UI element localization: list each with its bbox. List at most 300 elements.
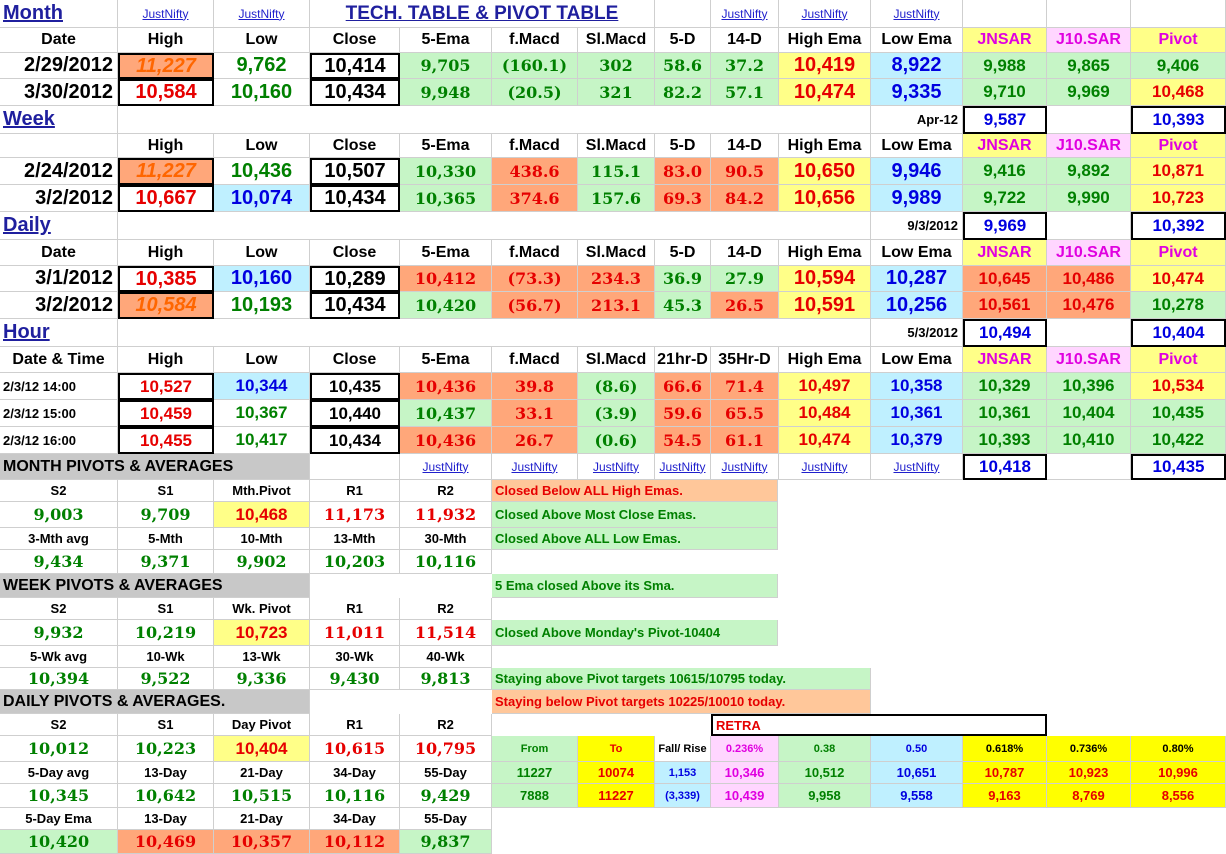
sheet-cell: 10,357: [214, 830, 310, 854]
sheet-cell: 10,787: [963, 762, 1047, 784]
sheet-cell: 9/3/2012: [871, 212, 963, 240]
sheet-cell: 302: [578, 53, 655, 79]
sheet-cell: 9,522: [118, 668, 214, 690]
sheet-cell: 34-Day: [310, 762, 400, 784]
sheet-cell: 9,430: [310, 668, 400, 690]
sheet-cell: 10,393: [963, 427, 1047, 454]
sheet-cell: 10,223: [118, 736, 214, 762]
sheet-cell: Closed Above ALL Low Emas.: [492, 528, 778, 550]
sheet-cell: 10,476: [1047, 292, 1131, 319]
sheet-cell: Pivot: [1131, 347, 1226, 373]
sheet-cell: 2/3/12 16:00: [0, 427, 118, 454]
sheet-cell: Wk. Pivot: [214, 598, 310, 620]
sheet-cell: f.Macd: [492, 28, 578, 53]
sheet-cell: 10,436: [400, 373, 492, 400]
sheet-cell: 0.50: [871, 736, 963, 762]
sheet-cell: JNSAR: [963, 347, 1047, 373]
sheet-cell: 10,615: [310, 736, 400, 762]
sheet-cell: 10,440: [310, 400, 400, 427]
sheet-cell: Low: [214, 28, 310, 53]
sheet-cell: 5-Day Ema: [0, 808, 118, 830]
sheet-cell: 10,996: [1131, 762, 1226, 784]
sheet-cell: Staying above Pivot targets 10615/10795 today.: [492, 668, 871, 690]
sheet-cell: 10-Wk: [118, 646, 214, 668]
sheet-cell: 54.5: [655, 427, 711, 454]
sheet-cell: Staying below Pivot targets 10225/10010 today.: [492, 690, 871, 714]
sheet-cell: 57.1: [711, 79, 779, 106]
justnifty-link[interactable]: JustNifty: [779, 454, 871, 480]
sheet-cell: 10,379: [871, 427, 963, 454]
sheet-cell: 10,418: [963, 454, 1047, 480]
sheet-cell: f.Macd: [492, 134, 578, 158]
sheet-cell: 10,667: [118, 185, 214, 212]
sheet-cell: 10,160: [214, 266, 310, 292]
sheet-cell: 2/3/12 14:00: [0, 373, 118, 400]
sheet-cell: (8.6): [578, 373, 655, 400]
sheet-cell: 27.9: [711, 266, 779, 292]
sheet-cell: (56.7): [492, 292, 578, 319]
sheet-cell: 0.236%: [711, 736, 779, 762]
sheet-cell: 9,709: [118, 502, 214, 528]
sheet-cell: 10,289: [310, 266, 400, 292]
sheet-cell: 13-Day: [118, 808, 214, 830]
sheet-cell: 10,385: [118, 266, 214, 292]
sheet-cell: 10,651: [871, 762, 963, 784]
sheet-cell: (20.5): [492, 79, 578, 106]
sheet-cell: 10,112: [310, 830, 400, 854]
sheet-cell: High Ema: [779, 134, 871, 158]
sheet-cell: 157.6: [578, 185, 655, 212]
sheet-cell: 10,074: [214, 185, 310, 212]
sheet-cell: 13-Mth: [310, 528, 400, 550]
sheet-cell: 10,468: [1131, 79, 1226, 106]
sheet-cell: 11,011: [310, 620, 400, 646]
sheet-cell: 9,371: [118, 550, 214, 574]
sheet-cell: 8,769: [1047, 784, 1131, 808]
sheet-cell: 10,404: [214, 736, 310, 762]
sheet-cell: 10,468: [214, 502, 310, 528]
sheet-cell: 11227: [578, 784, 655, 808]
sheet-cell: Low Ema: [871, 347, 963, 373]
sheet-cell: High: [118, 240, 214, 266]
sheet-cell: 2/29/2012: [0, 53, 118, 79]
sheet-cell: Close: [310, 240, 400, 266]
sheet-cell: 10,584: [118, 79, 214, 106]
sheet-cell: Sl.Macd: [578, 347, 655, 373]
sheet-cell: R1: [310, 714, 400, 736]
sheet-cell: Low Ema: [871, 28, 963, 53]
sheet-cell: 10,434: [310, 292, 400, 319]
sheet-cell: 9,336: [214, 668, 310, 690]
sheet-cell: [1047, 212, 1131, 240]
sheet-cell: 10,484: [779, 400, 871, 427]
sheet-cell: 213.1: [578, 292, 655, 319]
sheet-cell: JNSAR: [963, 28, 1047, 53]
sheet-cell: 11,514: [400, 620, 492, 646]
sheet-cell: 10,512: [779, 762, 871, 784]
sheet-cell: WEEK PIVOTS & AVERAGES: [0, 574, 310, 598]
sheet-cell: S1: [118, 480, 214, 502]
sheet-cell: 10,278: [1131, 292, 1226, 319]
sheet-cell: 8,922: [871, 53, 963, 79]
sheet-cell: 2/3/12 15:00: [0, 400, 118, 427]
sheet-cell: 8,556: [1131, 784, 1226, 808]
sheet-cell: Low: [214, 134, 310, 158]
sheet-cell: 3/2/2012: [0, 185, 118, 212]
sheet-cell: 115.1: [578, 158, 655, 185]
sheet-cell: 84.2: [711, 185, 779, 212]
sheet-cell: 10,436: [214, 158, 310, 185]
sheet-cell: 10,534: [1131, 373, 1226, 400]
sheet-cell: 10,434: [310, 427, 400, 454]
sheet-cell: 5-Ema: [400, 240, 492, 266]
sheet-cell: S2: [0, 598, 118, 620]
sheet-cell: 35Hr-D: [711, 347, 779, 373]
sheet-cell: 10,584: [118, 292, 214, 319]
sheet-cell: 9,969: [1047, 79, 1131, 106]
sheet-cell: Pivot: [1131, 240, 1226, 266]
sheet-cell: 9,932: [0, 620, 118, 646]
sheet-cell: 10,116: [400, 550, 492, 574]
sheet-cell: 10,396: [1047, 373, 1131, 400]
sheet-cell: Date: [0, 28, 118, 53]
sheet-cell: 10,923: [1047, 762, 1131, 784]
sheet-cell: 21-Day: [214, 808, 310, 830]
sheet-cell: 10,420: [400, 292, 492, 319]
sheet-cell: Closed Below ALL High Emas.: [492, 480, 778, 502]
sheet-cell: 5-Ema: [400, 134, 492, 158]
sheet-cell: 10,594: [779, 266, 871, 292]
sheet-cell: 10,346: [711, 762, 779, 784]
sheet-cell: 10,795: [400, 736, 492, 762]
sheet-cell: S2: [0, 714, 118, 736]
sheet-cell: Date & Time: [0, 347, 118, 373]
sheet-cell: Month: [0, 0, 118, 28]
sheet-cell: 10,474: [779, 427, 871, 454]
sheet-cell: S2: [0, 480, 118, 502]
sheet-cell: 39.8: [492, 373, 578, 400]
sheet-cell: R1: [310, 480, 400, 502]
sheet-cell: 11,227: [118, 158, 214, 185]
sheet-cell: Pivot: [1131, 134, 1226, 158]
sheet-cell: 13-Wk: [214, 646, 310, 668]
sheet-cell: 9,969: [963, 212, 1047, 240]
sheet-cell: 11,932: [400, 502, 492, 528]
sheet-cell: 10,287: [871, 266, 963, 292]
sheet-cell: 45.3: [655, 292, 711, 319]
sheet-cell: (160.1): [492, 53, 578, 79]
sheet-cell: 10,435: [310, 373, 400, 400]
sheet-cell: Fall/ Rise: [655, 736, 711, 762]
sheet-cell: 10,256: [871, 292, 963, 319]
sheet-cell: 438.6: [492, 158, 578, 185]
sheet-cell: [118, 212, 871, 240]
sheet-cell: 65.5: [711, 400, 779, 427]
sheet-cell: [118, 106, 871, 134]
justnifty-link[interactable]: JustNifty: [871, 0, 963, 28]
sheet-cell: 10,012: [0, 736, 118, 762]
sheet-cell: 14-D: [711, 240, 779, 266]
sheet-cell: 10,219: [118, 620, 214, 646]
sheet-cell: 10,358: [871, 373, 963, 400]
sheet-cell: 10,436: [400, 427, 492, 454]
sheet-cell: 14-D: [711, 28, 779, 53]
justnifty-link[interactable]: JustNifty: [871, 454, 963, 480]
sheet-cell: 10,497: [779, 373, 871, 400]
sheet-cell: 10,365: [400, 185, 492, 212]
sheet-cell: 10,723: [1131, 185, 1226, 212]
sheet-cell: JNSAR: [963, 240, 1047, 266]
sheet-cell: RETRA: [711, 714, 1047, 736]
sheet-cell: 5-Ema: [400, 28, 492, 53]
sheet-cell: 26.5: [711, 292, 779, 319]
sheet-cell: Low: [214, 240, 310, 266]
sheet-cell: 5-D: [655, 240, 711, 266]
sheet-cell: 10,723: [214, 620, 310, 646]
sheet-cell: 10,435: [1131, 400, 1226, 427]
sheet-cell: 9,902: [214, 550, 310, 574]
sheet-cell: Closed Above Monday's Pivot-10404: [492, 620, 778, 646]
sheet-cell: 5 Ema closed Above its Sma.: [492, 574, 778, 598]
sheet-cell: 10,486: [1047, 266, 1131, 292]
sheet-cell: 9,406: [1131, 53, 1226, 79]
justnifty-link[interactable]: JustNifty: [711, 0, 779, 28]
justnifty-link[interactable]: JustNifty: [655, 454, 711, 480]
sheet-cell: 9,948: [400, 79, 492, 106]
sheet-cell: 37.2: [711, 53, 779, 79]
justnifty-link[interactable]: JustNifty: [400, 454, 492, 480]
sheet-cell: J10.SAR: [1047, 134, 1131, 158]
sheet-cell: 10,404: [1047, 400, 1131, 427]
sheet-cell: 10,507: [310, 158, 400, 185]
sheet-cell: 11,173: [310, 502, 400, 528]
sheet-cell: 13-Day: [118, 762, 214, 784]
sheet-cell: 30-Wk: [310, 646, 400, 668]
sheet-cell: Mth.Pivot: [214, 480, 310, 502]
sheet-cell: 9,990: [1047, 185, 1131, 212]
sheet-cell: 9,988: [963, 53, 1047, 79]
sheet-cell: 34-Day: [310, 808, 400, 830]
sheet-cell: Pivot: [1131, 28, 1226, 53]
sheet-cell: 10-Mth: [214, 528, 310, 550]
sheet-cell: 9,710: [963, 79, 1047, 106]
sheet-cell: 69.3: [655, 185, 711, 212]
sheet-cell: 0.618%: [963, 736, 1047, 762]
sheet-cell: 9,705: [400, 53, 492, 79]
sheet-cell: f.Macd: [492, 347, 578, 373]
sheet-cell: 10,367: [214, 400, 310, 427]
sheet-cell: 10,345: [0, 784, 118, 808]
sheet-cell: 9,429: [400, 784, 492, 808]
sheet-cell: 5/3/2012: [871, 319, 963, 347]
sheet-cell: 9,163: [963, 784, 1047, 808]
sheet-cell: 10,393: [1131, 106, 1226, 134]
justnifty-link[interactable]: JustNifty: [214, 0, 310, 28]
sheet-cell: 10,515: [214, 784, 310, 808]
sheet-cell: Hour: [0, 319, 118, 347]
sheet-cell: Low Ema: [871, 240, 963, 266]
justnifty-link[interactable]: JustNifty: [711, 454, 779, 480]
sheet-cell: 10,419: [779, 53, 871, 79]
sheet-cell: 55-Day: [400, 808, 492, 830]
sheet-cell: 10,645: [963, 266, 1047, 292]
sheet-cell: 5-Day avg: [0, 762, 118, 784]
sheet-cell: 9,762: [214, 53, 310, 79]
sheet-cell: 0.80%: [1131, 736, 1226, 762]
sheet-cell: Apr-12: [871, 106, 963, 134]
sheet-cell: [963, 0, 1047, 28]
justnifty-link[interactable]: JustNifty: [578, 454, 655, 480]
sheet-cell: S1: [118, 598, 214, 620]
sheet-cell: 10,437: [400, 400, 492, 427]
sheet-cell: 71.4: [711, 373, 779, 400]
sheet-cell: 0.38: [779, 736, 871, 762]
sheet-cell: 10,459: [118, 400, 214, 427]
sheet-cell: 11,227: [118, 53, 214, 79]
sheet-cell: J10.SAR: [1047, 28, 1131, 53]
sheet-cell: 61.1: [711, 427, 779, 454]
sheet-cell: Day Pivot: [214, 714, 310, 736]
sheet-cell: 9,865: [1047, 53, 1131, 79]
sheet-cell: High: [118, 134, 214, 158]
sheet-cell: 10,527: [118, 373, 214, 400]
sheet-cell: 9,837: [400, 830, 492, 854]
sheet-cell: Sl.Macd: [578, 240, 655, 266]
sheet-cell: 9,892: [1047, 158, 1131, 185]
sheet-cell: 10074: [578, 762, 655, 784]
sheet-cell: Low Ema: [871, 134, 963, 158]
sheet-cell: [1047, 106, 1131, 134]
sheet-cell: To: [578, 736, 655, 762]
sheet-cell: Close: [310, 134, 400, 158]
sheet-cell: 10,656: [779, 185, 871, 212]
sheet-cell: 3/1/2012: [0, 266, 118, 292]
sheet-cell: R1: [310, 598, 400, 620]
sheet-cell: 5-D: [655, 134, 711, 158]
sheet-cell: [118, 319, 871, 347]
sheet-cell: 7888: [492, 784, 578, 808]
sheet-cell: 10,116: [310, 784, 400, 808]
sheet-cell: (73.3): [492, 266, 578, 292]
sheet-cell: [310, 454, 400, 480]
sheet-cell: J10.SAR: [1047, 347, 1131, 373]
sheet-cell: TECH. TABLE & PIVOT TABLE: [310, 0, 655, 28]
sheet-cell: Sl.Macd: [578, 28, 655, 53]
justnifty-link[interactable]: JustNifty: [779, 0, 871, 28]
sheet-cell: R2: [400, 714, 492, 736]
sheet-cell: [1131, 0, 1226, 28]
sheet-cell: 9,989: [871, 185, 963, 212]
sheet-cell: 9,722: [963, 185, 1047, 212]
sheet-cell: 10,642: [118, 784, 214, 808]
sheet-cell: 9,958: [779, 784, 871, 808]
sheet-cell: 21hr-D: [655, 347, 711, 373]
sheet-cell: Date: [0, 240, 118, 266]
sheet-cell: 9,946: [871, 158, 963, 185]
sheet-cell: 11227: [492, 762, 578, 784]
sheet-cell: (3,339): [655, 784, 711, 808]
sheet-cell: Week: [0, 106, 118, 134]
sheet-cell: High Ema: [779, 240, 871, 266]
sheet-cell: 5-Wk avg: [0, 646, 118, 668]
sheet-cell: 36.9: [655, 266, 711, 292]
sheet-cell: 66.6: [655, 373, 711, 400]
sheet-cell: 10,591: [779, 292, 871, 319]
sheet-cell: 30-Mth: [400, 528, 492, 550]
sheet-cell: 14-D: [711, 134, 779, 158]
sheet-cell: 10,469: [118, 830, 214, 854]
sheet-cell: 5-Ema: [400, 347, 492, 373]
sheet-cell: 321: [578, 79, 655, 106]
sheet-cell: 10,871: [1131, 158, 1226, 185]
sheet-cell: 5-D: [655, 28, 711, 53]
sheet-cell: 10,160: [214, 79, 310, 106]
sheet-cell: 90.5: [711, 158, 779, 185]
sheet-cell: 10,434: [310, 185, 400, 212]
sheet-cell: 0.736%: [1047, 736, 1131, 762]
sheet-cell: 1,153: [655, 762, 711, 784]
sheet-cell: 9,335: [871, 79, 963, 106]
sheet-cell: 3/30/2012: [0, 79, 118, 106]
sheet-cell: R2: [400, 480, 492, 502]
justnifty-link[interactable]: JustNifty: [492, 454, 578, 480]
sheet-cell: 374.6: [492, 185, 578, 212]
sheet-cell: 55-Day: [400, 762, 492, 784]
sheet-cell: MONTH PIVOTS & AVERAGES: [0, 454, 310, 480]
sheet-cell: Closed Above Most Close Emas.: [492, 502, 778, 528]
sheet-cell: 10,410: [1047, 427, 1131, 454]
sheet-cell: High Ema: [779, 347, 871, 373]
sheet-cell: 10,193: [214, 292, 310, 319]
sheet-cell: 21-Day: [214, 762, 310, 784]
sheet-cell: 10,361: [871, 400, 963, 427]
sheet-cell: 33.1: [492, 400, 578, 427]
sheet-cell: [1047, 0, 1131, 28]
sheet-cell: [1047, 454, 1131, 480]
sheet-cell: 10,435: [1131, 454, 1226, 480]
sheet-cell: 9,434: [0, 550, 118, 574]
sheet-cell: 82.2: [655, 79, 711, 106]
sheet-cell: JNSAR: [963, 134, 1047, 158]
sheet-cell: 10,439: [711, 784, 779, 808]
sheet-cell: 10,361: [963, 400, 1047, 427]
sheet-cell: 3-Mth avg: [0, 528, 118, 550]
sheet-cell: 9,416: [963, 158, 1047, 185]
sheet-cell: (3.9): [578, 400, 655, 427]
sheet-cell: 5-Mth: [118, 528, 214, 550]
sheet-cell: f.Macd: [492, 240, 578, 266]
sheet-cell: 10,344: [214, 373, 310, 400]
sheet-cell: 3/2/2012: [0, 292, 118, 319]
justnifty-link[interactable]: JustNifty: [118, 0, 214, 28]
sheet-cell: [0, 134, 118, 158]
sheet-cell: 10,474: [1131, 266, 1226, 292]
sheet-cell: 2/24/2012: [0, 158, 118, 185]
sheet-cell: [655, 0, 711, 28]
sheet-cell: 10,330: [400, 158, 492, 185]
sheet-cell: 83.0: [655, 158, 711, 185]
sheet-cell: J10.SAR: [1047, 240, 1131, 266]
sheet-cell: Low: [214, 347, 310, 373]
sheet-cell: 10,404: [1131, 319, 1226, 347]
sheet-cell: 10,420: [0, 830, 118, 854]
sheet-cell: S1: [118, 714, 214, 736]
sheet-cell: 10,329: [963, 373, 1047, 400]
sheet-cell: Daily: [0, 212, 118, 240]
sheet-cell: 10,414: [310, 53, 400, 79]
sheet-cell: 10,561: [963, 292, 1047, 319]
sheet-cell: 10,422: [1131, 427, 1226, 454]
